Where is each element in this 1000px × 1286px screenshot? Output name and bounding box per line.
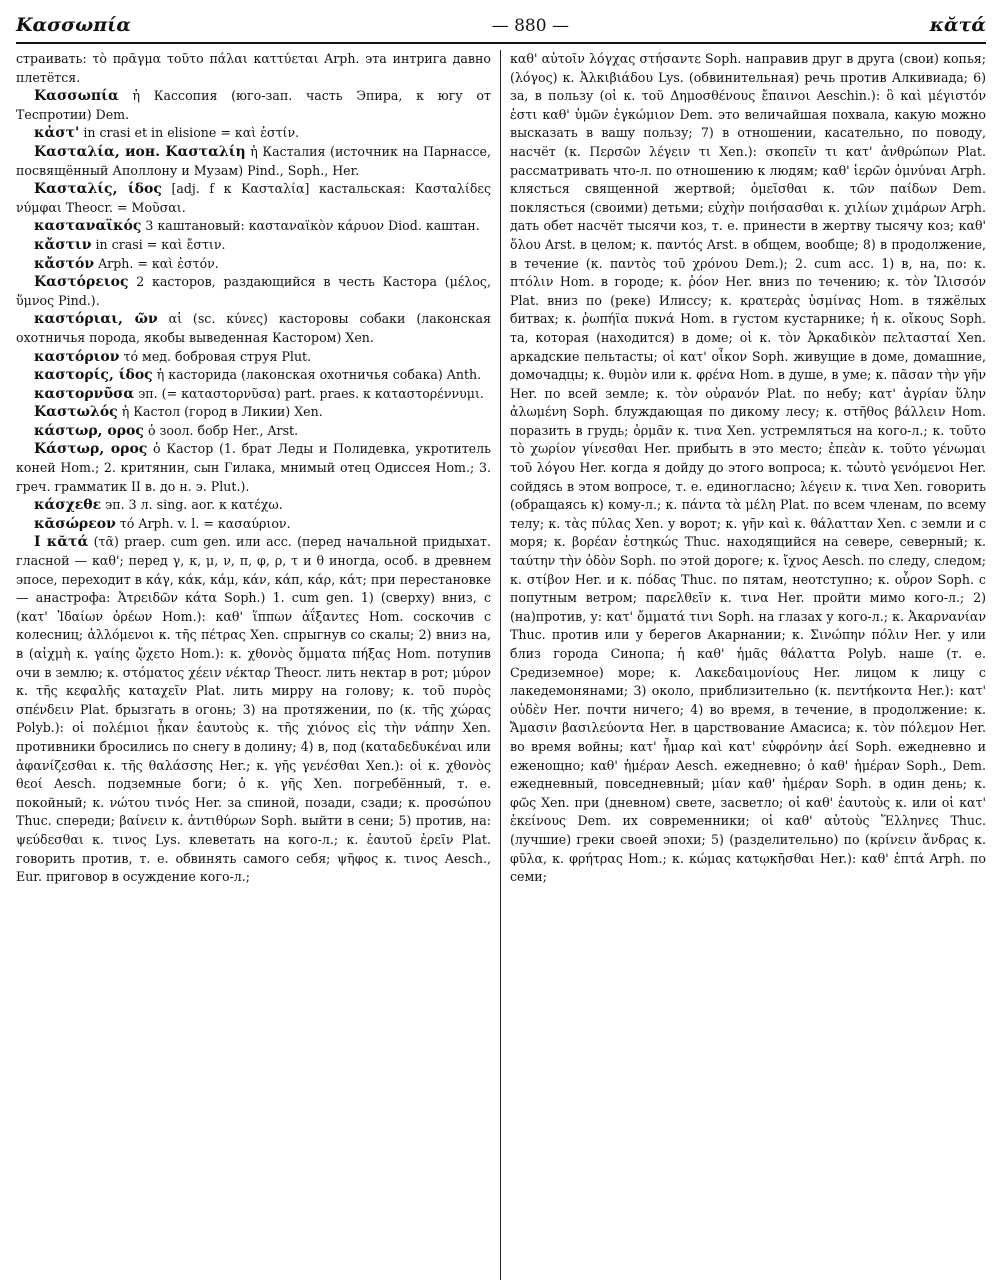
dictionary-entry: [16, 273, 491, 310]
entry-headword: καστορνῦσα: [34, 385, 135, 402]
entry-text: эп. (= καταστορνῦσα) part. praes. к καταστορέννυμι.: [138, 385, 484, 401]
entry-headword: καστόριαι, ῶν: [34, 311, 158, 328]
dictionary-entry: [16, 180, 491, 217]
entry-headword: Κασταλίς, ίδος: [34, 181, 162, 198]
entry-text: ἡ Касталия (источник на Парнассе, посвящённый Аполлону и Музам) Pind., Soph., Her.: [16, 143, 491, 178]
entry-text: ἡ Кассопия (юго-зап. часть Эпира, к югу от Теспротии) Dem.: [16, 88, 491, 122]
entry-headword: κἄστόν: [34, 255, 95, 272]
entry-headword: Κάστωρ, ορος: [34, 441, 148, 458]
dictionary-entry: [16, 496, 491, 515]
entry-text: 2 касторов, раздающийся в честь Кастора (μέλος, ὕμνος Pind.).: [16, 274, 491, 308]
entry-text: αἱ (sc. κύνες) касторовы собаки (лаконская охотничья порода, якобы выведенная Кастором) Xen.: [16, 311, 491, 345]
entry-headword: Κασταλία, ион. Κασταλίη: [34, 143, 246, 160]
dictionary-entry: [16, 255, 491, 274]
entry-headword: Κασσωπία: [34, 88, 119, 105]
entry-text: Arph. = καὶ ἐστόν.: [98, 255, 219, 271]
entry-text: καθ' αὑτοῖν λόγχας στήσαντε Soph. направив друг в друга (свои) копья; (λόγος) κ. Ἀλκιβιάδου Lys. (обвинительная) речь против Алкивиада; 6) за, в пользу (οἱ κ. τοῦ Δημοσθένους ἔπαινοι Aeschin.): ὃ καὶ μέγιστόν ἐστι καθ' ὑμῶν ἐγκώμιον Dem. это величайшая похвала, какую можно высказать в вашу пользу; 7) в отношении, касательно, по поводу, насчёт (κ. Περσῶν λέγειν τι Xen.): σκοπεῖν τι κατ' ἀνθρώπων Plat. рассматривать что-л. по отношению к людям; καθ' ἱερῶν ὀμνύναι Arph. клясться священной жертвой; ὀμεῖσθαι κ. τῶν παίδων Dem. поклясться (своими) детьми; εὐχὴν ποιήσασθαι κ. χιλίων χιμάρων Arph. дать обет насчёт тысячи коз, т. е. принести в жертву тысячу коз; καθ' ὅλου Arst. в целом; κ. παντός Arst. в общем, вообще; 8) в продолжение, в течение (κ. παντὸς τοῦ χρόνου Dem.); 2. cum acc. 1) в, на, по: κ. πτόλιν Hom. в городе; κ. ῥόον Her. вниз по течению; κ. τὸν Ἰλισσόν Plat. вниз по (реке) Илиссу; κ. κρατερὰς ὑσμίνας Hom. в тяжёлых битвах; κ. ῥωπήϊα πυκνά Hom. в густом кустарнике; ἡ κ. οἴκους Soph. та, которая (находится) в доме; οἱ κ. τὸν Ἀρκαδικὸν πελτασταί Xen. аркадские пельтасты; οἱ κατ' οἶκον Soph. живущие в доме, домашние, домочадцы; κ. θυμὸν или κ. φρένα Hom. в душе, в уме; κ. πᾶσαν τὴν γῆν Her. по всей земле; κ. τὸν οὐρανόν Plat. по небу; κατ' ἀγρίαν ὕλην ἀλωμένη Soph. блуждающая по дикому лесу; κ. στῆθος βάλλειν Hom. поразить в грудь; ὁρμᾶν κ. τινα Xen. устремляться на кого-л.; κ. τοῦτο τὸ χωρίον γίνεσθαι Her. прибыть в это место; ἐπεὰν κ. τοῦτο γένωμαι τοῦ λόγου Her. когда я дойду до этого вопроса; κ. τὠυτὸ γενόμενοι Her. сойдясь в этом вопросе, т. е. единогласно; λέγειν κ. τινα Xen. говорить (обращаясь к) кому-л.; κ. πάντα τὰ μέλη Plat. по всем членам, по всему телу; κ. τὰς πύλας Xen. у ворот; κ. γῆν καὶ κ. θάλατταν Xen. с земли и с моря; κ. βορέαν ἑστηκώς Thuc. находящийся на севере, северный; κ. ταύτην τὴν ὁδὸν Soph. по этой дороге; κ. ἴχνος Aesch. по следу, следом; κ. στίβον Her. и κ. πόδας Thuc. по пятам, неотступно; κ. οὖρον Soph. с попутным ветром; παρελθεῖν κ. τινα Her. пройти мимо кого-л.; 2) (на)против, у: κατ' ὄμματά τινι Soph. на глазах у кого-л.; κ. Ἀκαρνανίαν Thuc. против или у берегов Акарнании; κ. Σινώπην πόλιν Her. у или близ города Синопа; ἡ καθ' ἡμᾶς θάλαττα Polyb. наше (т. е. Средиземное) море; κ. Λακεδαιμονίους Her. лицом к лицу с лакедемонянами; 3) около, приблизительно (κ. πεντήκοντα Her.): κατ' οὐδὲν Her. почти ничего; 4) во время, в течение, в продолжение: κ. Ἄμασιν βασιλεύοντα Her. в царствование Амасиса; κ. τὸν πόλεμον Her. во время войны; κατ' ἦμαρ καὶ κατ' εὐφρόνην ἀεί Soph. ежедневно и еженощно; καθ' ἡμέραν Aesch. ежедневно; ὁ καθ' ἡμέραν Soph., Dem. ежедневный, повседневный; μίαν καθ' ἡμέραν Soph. в один день; κ. φῶς Xen. при (дневном) свете, засветло; οἱ καθ' ἑαυτοὺς κ. или οἱ κατ' ἐκείνους Dem. их современники; οἱ καθ' αὑτοὺς Ἕλληνες Thuc. (лучшие) греки своей эпохи; 5) (разделительно) по (κρίνειν ἄνδρας κ. φῦλα, κ. φρήτρας Hom.; κ. κώμας κατῳκῆσθαι Her.): καθ' ἑπτά Arph. по семи;: [510, 51, 986, 885]
entry-text: in crasi = καὶ ἔστιν.: [95, 236, 226, 252]
entry-headword: κᾰσώρεον: [34, 515, 116, 532]
entry-text: in crasi et in elisione = καὶ ἐστίν.: [83, 125, 300, 141]
dictionary-entry: [16, 236, 491, 255]
entry-headword: καστόριον: [34, 348, 120, 365]
entry-headword: κἄστιν: [34, 236, 92, 253]
entry-text: страивать: τὸ πρᾶγμα τοῦτο πάλαι καττύεται Arph. эта интрига давно плетётся.: [16, 51, 491, 85]
dictionary-entry: [16, 50, 491, 87]
entry-text: τό Arph. v. l. = κασαύριον.: [119, 515, 291, 531]
page-number: — 880 —: [491, 16, 569, 36]
left-column: [16, 50, 501, 1280]
dictionary-entry: [16, 348, 491, 367]
right-column: [501, 50, 986, 1280]
entry-headword: κάσχεθε: [34, 497, 102, 514]
entry-text: τό мед. бобровая струя Plut.: [123, 348, 312, 364]
entry-text: ἡ Кастол (город в Ликии) Xen.: [121, 404, 323, 420]
entry-text: [adj. f к Κασταλία] кастальская: Κασταλίδες νύμφαι Theocr. = Μοῦσαι.: [16, 181, 491, 215]
entry-text: ὁ Кастор (1. брат Леды и Полидевка, укротитель коней Hom.; 2. критянин, сын Гилака, мнимый отец Одиссея Hom.; 3. греч. грамматик II в. до н. э. Plut.).: [16, 441, 491, 494]
dictionary-entry: [16, 124, 491, 143]
entry-text: эп. 3 л. sing. aor. к κατέχω.: [105, 497, 283, 513]
entry-headword: κάστωρ, ορος: [34, 422, 144, 439]
entry-text: ἡ касторида (лаконская охотничья собака) Anth.: [156, 367, 482, 383]
entry-headword: Καστωλός: [34, 404, 118, 421]
dictionary-entry: [16, 422, 491, 441]
left-running-headword: Κασσωπία: [16, 14, 131, 36]
entry-text: (τᾶ) praep. cum gen. или acc. (перед начальной придыхат. гласной — καθ'; перед γ, κ, μ, ν, π, φ, ρ, τ и θ иногда, особ. в древнем эпосе, переходит в κάγ, κάκ, κάμ, κάν, κάπ, κάρ, κάτ; при перестановке — анастрофа: Ἀτρειδῶν κάτα Soph.) 1. cum gen. 1) (сверху) вниз, с (κατ' Ἰδαίων ὀρέων Hom.): καθ' ἵππων ἀΐξαντες Hom. соскочив с колесниц; ἀλλόμενοι κ. τῆς πέτρας Xen. спрыгнув со скалы; 2) вниз на, в (αἰχμὴ κ. γαίης ᾤχετο Hom.): κ. χθονὸς ὄμματα πήξας Hom. потупив очи в землю; κ. στόματος χέειν νέκταρ Theocr. лить нектар в рот; μύρον κ. τῆς κεφαλῆς καταχεῖν Plat. лить мирру на голову; κ. τοῦ πυρὸς σπένδειν Plat. брызгать в огонь; 3) на протяжении, по (κ. τῆς χώρας Polyb.): οἱ πολέμιοι ᾖκαν ἑαυτοὺς κ. τῆς χιόνος εἰς τὴν νάπην Xen. противники бросились по снегу в долину; 4) в, под (καταδεδυκέναι или ἀφανίζεσθαι κ. τῆς θαλάσσης Her.; κ. γῆς γενέσθαι Xen.): οἱ κ. χθονὸς θεοί Aesch. подземные боги; ὁ κ. γῆς Xen. погребённый, т. е. покойный; κ. νώτου τινός Her. за спиной, позади, сзади; κ. προσώπου Thuc. спереди; βαίνειν κ. ἀντιθύρων Soph. выйти в сени; 5) против, на: ψεύδεσθαι κ. τινος Lys. клеветать на кого-л.; κ. ἑαυτοῦ ἐρεῖν Plat. говорить против, т. е. обвинять самого себя; ψῆφος κ. τινος Aesch., Eur. приговор в осуждение кого-л.;: [16, 534, 491, 885]
entry-headword: I κᾰτά: [34, 534, 89, 551]
dictionary-entry: [16, 515, 491, 534]
dictionary-entry: [16, 440, 491, 496]
entry-text: 3 каштановый: κασταναϊκὸν κάρυον Diod. каштан.: [145, 218, 480, 234]
dictionary-entry: [16, 366, 491, 385]
dictionary-entry: [16, 403, 491, 422]
entry-headword: κἀστ': [34, 125, 80, 142]
page-header: [16, 14, 986, 44]
entry-headword: κασταναϊκός: [34, 218, 142, 235]
entry-headword: καστορίς, ίδος: [34, 367, 153, 384]
dictionary-entry: [16, 310, 491, 347]
right-running-headword: κᾰτά: [929, 14, 986, 36]
entry-headword: Καστόρειος: [34, 274, 129, 291]
dictionary-entry: [16, 533, 491, 886]
dictionary-entry: [16, 87, 491, 124]
entry-text: ὁ зоол. бобр Her., Arst.: [147, 422, 299, 438]
text-columns: [16, 50, 986, 1280]
dictionary-entry: [16, 385, 491, 404]
dictionary-entry: [510, 50, 986, 887]
dictionary-entry: [16, 217, 491, 236]
dictionary-entry: [16, 143, 491, 180]
